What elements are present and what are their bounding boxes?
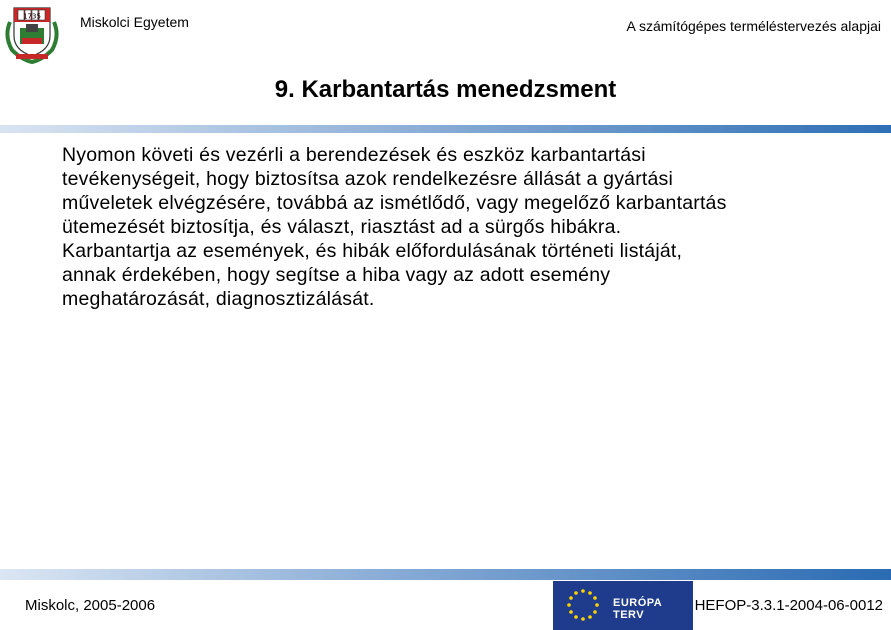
university-seal-logo (2, 2, 62, 64)
header-university-name: Miskolci Egyetem (80, 14, 189, 30)
body-line: ütemezését biztosítja, és választ, riasztást ad a sürgős hibákra. (62, 216, 622, 238)
body-line: Nyomon követi és vezérli a berendezések és eszköz karbantartási (62, 144, 646, 166)
header-divider-bar (0, 125, 891, 133)
body-line: tevékenységeit, hogy biztosítsa azok rendelkezésre állását a gyártási (62, 168, 674, 190)
body-line: annak érdekében, hogy segítse a hiba vagy az adott esemény (62, 264, 611, 286)
footer-place-date: Miskolc, 2005-2006 (25, 597, 156, 614)
header-course-title: A számítógépes terméléstervezés alapjai (626, 18, 881, 34)
body-paragraph (62, 143, 877, 311)
footer-project-code: HEFOP-3.3.1-2004-06-0012 (694, 597, 883, 614)
footer-divider-bar (0, 569, 891, 580)
europa-terv-logo (553, 581, 693, 630)
body-line: Karbantartja az események, és hibák előfordulásának történeti listáját, (62, 240, 683, 262)
body-line: műveletek elvégzésére, továbbá az ismétlődő, vagy megelőző karbantartás (62, 192, 727, 214)
slide-title: 9. Karbantartás menedzsment (274, 76, 617, 103)
eu-logo-text: EURÓPA TERV (613, 597, 662, 621)
eu-stars-icon (553, 581, 613, 630)
body-line: meghatározását, diagnosztizálását. (62, 288, 375, 310)
seal-year: 1735 (23, 12, 41, 21)
